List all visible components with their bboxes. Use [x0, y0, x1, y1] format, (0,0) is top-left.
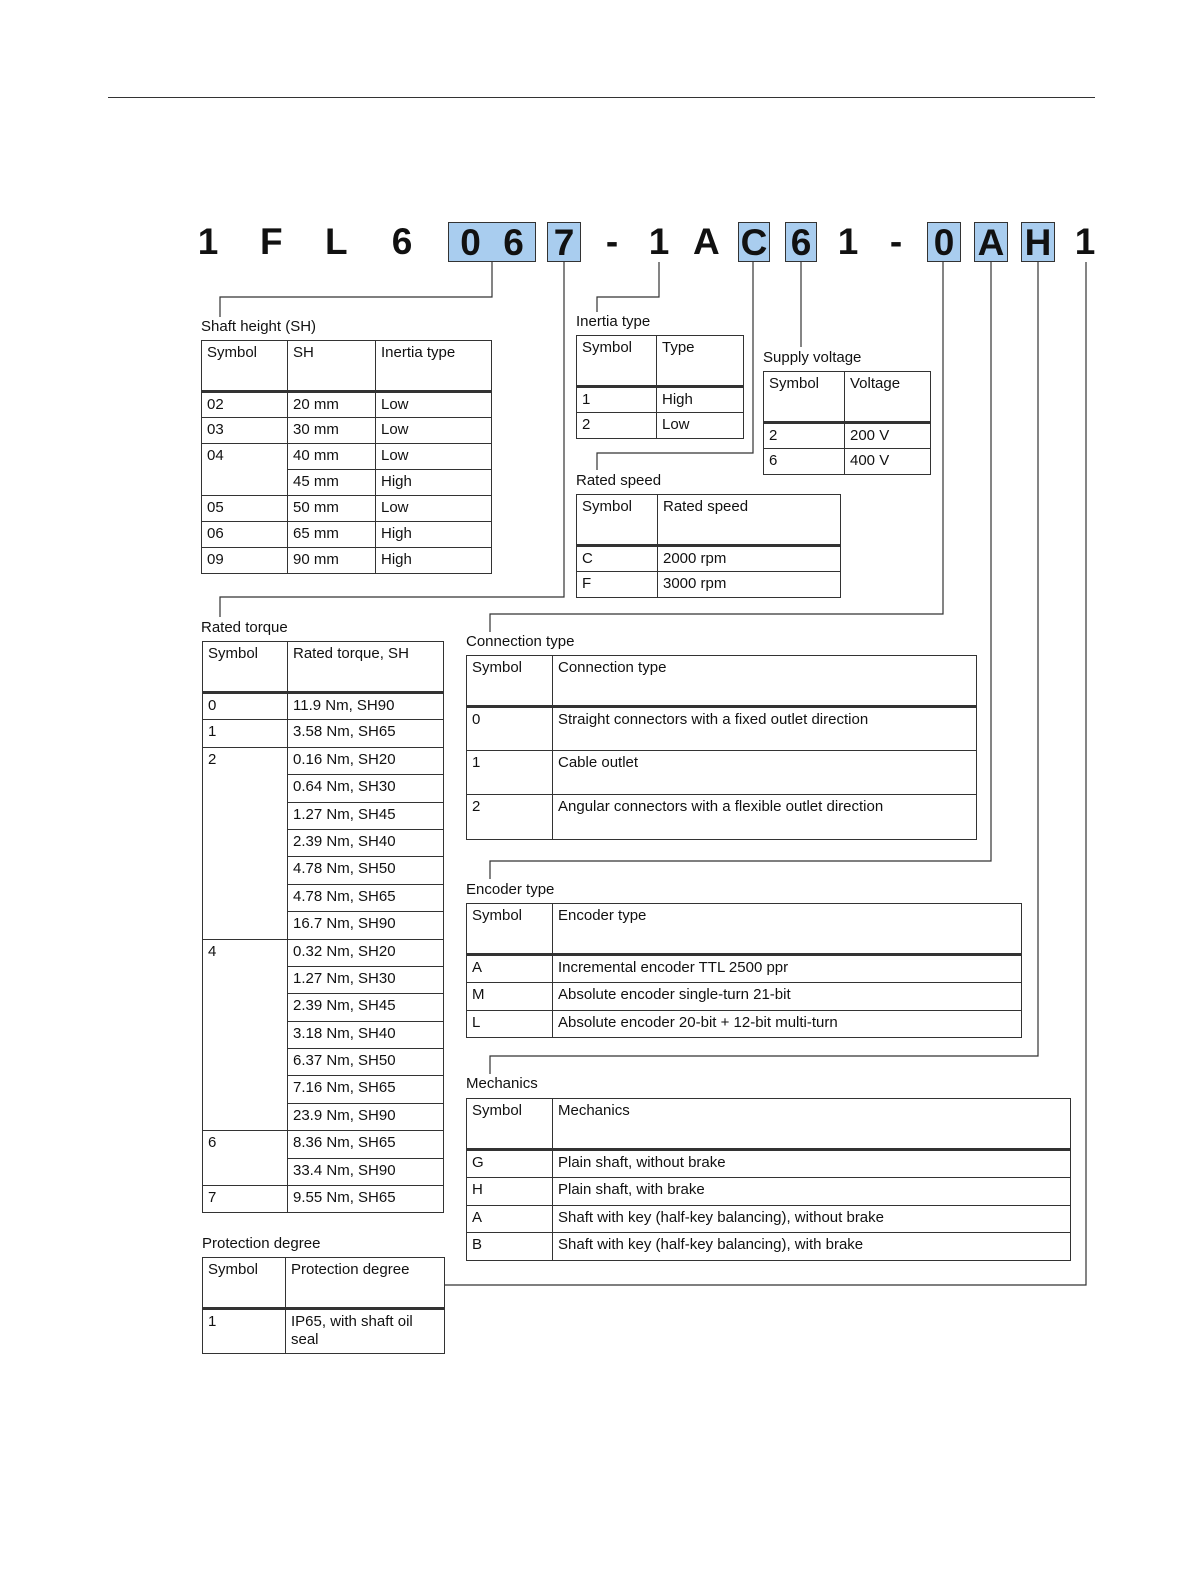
- table-cell: 3.58 Nm, SH65: [288, 720, 444, 747]
- table-row: [202, 496, 492, 522]
- table-cell: High: [376, 522, 492, 548]
- table-row: [203, 1186, 444, 1213]
- protection-degree-table: [202, 1257, 445, 1354]
- inertia-type-caption: Inertia type: [576, 313, 651, 330]
- table-cell: 2: [467, 795, 553, 840]
- table-cell: 2.39 Nm, SH45: [288, 994, 444, 1021]
- table-row: [467, 983, 1022, 1011]
- line-inertia-type: [597, 262, 659, 312]
- table-cell: Cable outlet: [553, 751, 977, 795]
- table-cell: H: [467, 1178, 553, 1206]
- table-cell: 7: [203, 1186, 288, 1213]
- table-cell: High: [657, 387, 744, 413]
- code-char: 7: [547, 222, 581, 262]
- table-row: [203, 693, 444, 720]
- rated-torque-table: [202, 641, 444, 1213]
- table-cell: 9.55 Nm, SH65: [288, 1186, 444, 1213]
- table-cell: Shaft with key (half-key balancing), without brake: [553, 1206, 1071, 1233]
- table-row: [467, 1150, 1071, 1178]
- header-cell: Inertia type: [376, 341, 492, 392]
- protection-degree-caption: Protection degree: [202, 1235, 321, 1252]
- table-cell: 04: [202, 444, 288, 496]
- table-cell: Plain shaft, with brake: [553, 1178, 1071, 1206]
- code-char: 1: [648, 221, 670, 262]
- table-row: [467, 1011, 1022, 1038]
- table-cell: 0.32 Nm, SH20: [288, 939, 444, 966]
- header-cell: Symbol: [467, 656, 553, 707]
- table-cell: 50 mm: [288, 496, 376, 522]
- table-cell: 65 mm: [288, 522, 376, 548]
- table-cell: 09: [202, 548, 288, 574]
- table-cell: Low: [376, 418, 492, 444]
- encoder-type-caption: Encoder type: [466, 881, 555, 898]
- code-char: 6: [785, 222, 817, 262]
- table-cell: 1: [467, 751, 553, 795]
- mechanics-table: [466, 1098, 1071, 1261]
- table-row: [467, 707, 977, 751]
- table-cell: Shaft with key (half-key balancing), with brake: [553, 1233, 1071, 1261]
- header-cell: SH: [288, 341, 376, 392]
- table-cell: Straight connectors with a fixed outlet direction: [553, 707, 977, 751]
- table-row: [577, 387, 744, 413]
- table-cell: 02: [202, 392, 288, 418]
- table-cell: Angular connectors with a flexible outlet direction: [553, 795, 977, 840]
- table-cell: 1: [203, 720, 288, 747]
- mechanics-caption: Mechanics: [466, 1075, 538, 1092]
- table-cell: Low: [376, 444, 492, 470]
- table-cell: 0.16 Nm, SH20: [288, 747, 444, 774]
- table-cell: A: [467, 955, 553, 983]
- table-cell: 1: [577, 387, 657, 413]
- header-cell: Protection degree: [286, 1258, 445, 1309]
- header-cell: Rated speed: [658, 495, 841, 546]
- code-char: F: [260, 221, 283, 262]
- table-row: [467, 1206, 1071, 1233]
- table-cell: 200 V: [845, 423, 931, 449]
- header-cell: Voltage: [845, 372, 931, 423]
- code-char: A: [693, 221, 720, 262]
- table-cell: 20 mm: [288, 392, 376, 418]
- code-char: 1: [837, 221, 859, 262]
- code-char: 6: [391, 221, 413, 262]
- header-cell: Mechanics: [553, 1099, 1071, 1150]
- table-cell: F: [577, 572, 658, 598]
- table-cell: High: [376, 548, 492, 574]
- rated-speed-caption: Rated speed: [576, 472, 662, 489]
- table-cell: 400 V: [845, 449, 931, 475]
- connection-type-table: [466, 655, 977, 840]
- table-cell: 33.4 Nm, SH90: [288, 1158, 444, 1185]
- table-cell: Absolute encoder single-turn 21-bit: [553, 983, 1022, 1011]
- table-cell: IP65, with shaft oil seal: [286, 1309, 445, 1354]
- table-cell: Absolute encoder 20-bit + 12-bit multi-turn: [553, 1011, 1022, 1038]
- header-cell: Symbol: [202, 341, 288, 392]
- header-cell: Symbol: [577, 495, 658, 546]
- header-cell: Rated torque, SH: [288, 642, 444, 693]
- table-cell: 40 mm: [288, 444, 376, 470]
- table-cell: 23.9 Nm, SH90: [288, 1103, 444, 1130]
- code-char: C: [738, 222, 770, 262]
- table-cell: 16.7 Nm, SH90: [288, 912, 444, 939]
- table-cell: 1: [203, 1309, 286, 1354]
- table-cell: 6: [764, 449, 845, 475]
- code-char: 0: [448, 222, 492, 262]
- code-char: 0: [927, 222, 961, 262]
- table-cell: 2: [764, 423, 845, 449]
- table-cell: G: [467, 1150, 553, 1178]
- table-cell: 2000 rpm: [658, 546, 841, 572]
- table-cell: 1.27 Nm, SH30: [288, 966, 444, 993]
- table-cell: Incremental encoder TTL 2500 ppr: [553, 955, 1022, 983]
- table-cell: Plain shaft, without brake: [553, 1150, 1071, 1178]
- table-cell: L: [467, 1011, 553, 1038]
- header-cell: Symbol: [203, 1258, 286, 1309]
- table-row: [202, 444, 492, 470]
- table-cell: 90 mm: [288, 548, 376, 574]
- code-char: H: [1021, 222, 1055, 262]
- table-cell: 6.37 Nm, SH50: [288, 1049, 444, 1076]
- table-row: [203, 939, 444, 966]
- table-cell: C: [577, 546, 658, 572]
- table-row: [467, 751, 977, 795]
- table-row: [203, 747, 444, 774]
- table-cell: 03: [202, 418, 288, 444]
- table-row: [467, 955, 1022, 983]
- connection-type-caption: Connection type: [466, 633, 575, 650]
- table-cell: 6: [203, 1131, 288, 1186]
- table-cell: 45 mm: [288, 470, 376, 496]
- table-row: [203, 1131, 444, 1158]
- table-cell: 0: [203, 693, 288, 720]
- table-row: [202, 548, 492, 574]
- inertia-type-table: [576, 335, 744, 439]
- supply-voltage-caption: Supply voltage: [763, 349, 862, 366]
- table-cell: 30 mm: [288, 418, 376, 444]
- table-cell: 4.78 Nm, SH65: [288, 884, 444, 911]
- table-cell: 05: [202, 496, 288, 522]
- table-row: [202, 522, 492, 548]
- table-row: [202, 418, 492, 444]
- table-row: [203, 1309, 445, 1354]
- code-char: -: [889, 221, 903, 262]
- shaft-height-caption: Shaft height (SH): [201, 318, 317, 335]
- code-char: -: [605, 221, 619, 262]
- table-cell: A: [467, 1206, 553, 1233]
- header-cell: Symbol: [467, 904, 553, 955]
- table-cell: 0.64 Nm, SH30: [288, 775, 444, 802]
- table-row: [764, 449, 931, 475]
- table-cell: 06: [202, 522, 288, 548]
- header-cell: Type: [657, 336, 744, 387]
- table-cell: 11.9 Nm, SH90: [288, 693, 444, 720]
- rated-torque-caption: Rated torque: [201, 619, 288, 636]
- header-cell: Encoder type: [553, 904, 1022, 955]
- table-cell: Low: [376, 496, 492, 522]
- code-char: 1: [1074, 221, 1096, 262]
- code-char: A: [974, 222, 1008, 262]
- table-cell: 2.39 Nm, SH40: [288, 829, 444, 856]
- table-cell: 0: [467, 707, 553, 751]
- table-cell: 2: [577, 413, 657, 439]
- header-cell: Symbol: [764, 372, 845, 423]
- header-cell: Symbol: [577, 336, 657, 387]
- table-cell: 3000 rpm: [658, 572, 841, 598]
- header-cell: Symbol: [467, 1099, 553, 1150]
- table-row: [764, 423, 931, 449]
- encoder-type-table: [466, 903, 1022, 1038]
- rated-speed-table: [576, 494, 841, 598]
- code-char: 1: [197, 221, 219, 262]
- table-cell: B: [467, 1233, 553, 1261]
- table-cell: 4.78 Nm, SH50: [288, 857, 444, 884]
- table-row: [467, 1233, 1071, 1261]
- table-row: [577, 413, 744, 439]
- table-cell: M: [467, 983, 553, 1011]
- table-cell: Low: [657, 413, 744, 439]
- table-row: [467, 795, 977, 840]
- header-cell: Symbol: [203, 642, 288, 693]
- header-cell: Connection type: [553, 656, 977, 707]
- table-cell: 2: [203, 747, 288, 939]
- table-cell: 4: [203, 939, 288, 1131]
- code-char: L: [325, 221, 348, 262]
- table-row: [467, 1178, 1071, 1206]
- supply-voltage-table: [763, 371, 931, 475]
- shaft-height-table: [201, 340, 492, 574]
- table-row: [202, 392, 492, 418]
- table-cell: 1.27 Nm, SH45: [288, 802, 444, 829]
- table-cell: 7.16 Nm, SH65: [288, 1076, 444, 1103]
- table-row: [577, 546, 841, 572]
- table-row: [577, 572, 841, 598]
- table-cell: Low: [376, 392, 492, 418]
- line-shaft-height: [220, 262, 492, 317]
- code-char: 6: [492, 222, 536, 262]
- table-row: [203, 720, 444, 747]
- table-cell: 3.18 Nm, SH40: [288, 1021, 444, 1048]
- table-cell: High: [376, 470, 492, 496]
- table-cell: 8.36 Nm, SH65: [288, 1131, 444, 1158]
